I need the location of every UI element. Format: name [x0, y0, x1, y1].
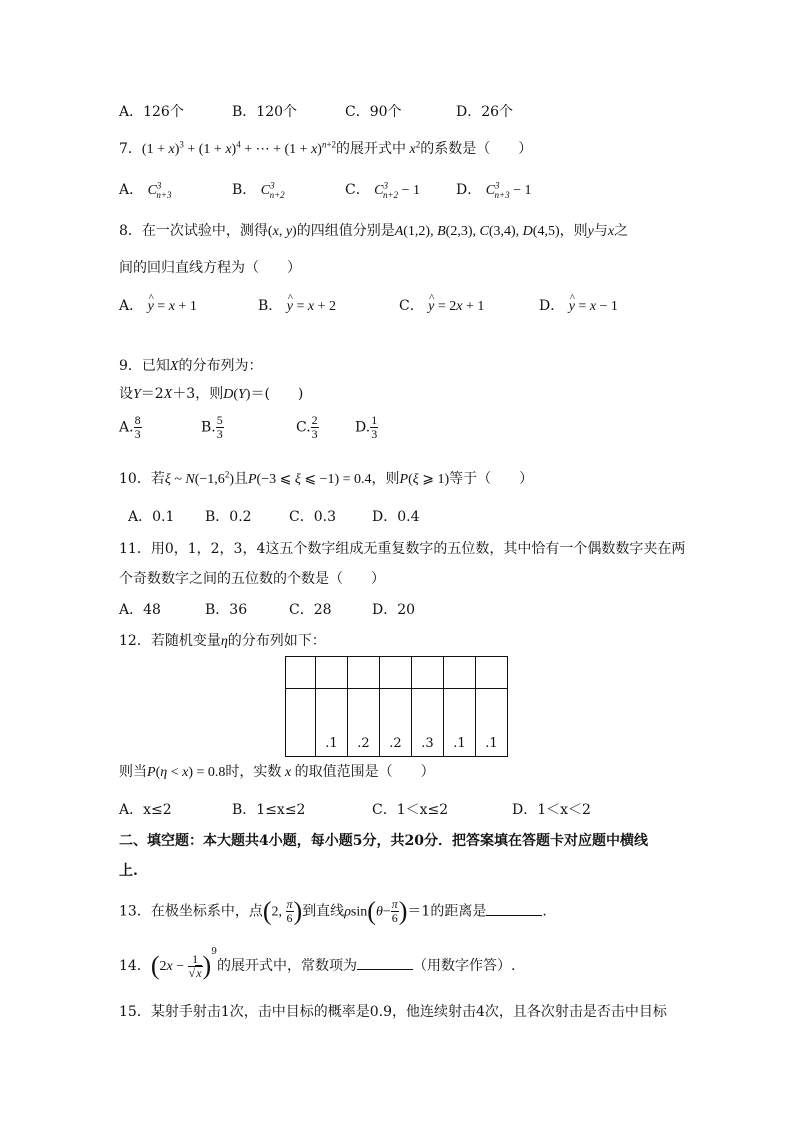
q8-option-c: C． ^ y = 2x + 1	[399, 297, 484, 316]
q12-condition: 则当P(η < x) = 0.8时，实数 x 的取值范围是（ ）	[119, 764, 435, 780]
q6-option-a: A．126个	[119, 104, 184, 120]
q7-option-a: A． $C^3_{n+3}$	[119, 180, 172, 200]
table-cell	[286, 689, 316, 757]
q6-option-d: D．26个	[456, 104, 514, 120]
table-cell: .1	[316, 689, 348, 757]
q11-option-b: B．36	[205, 602, 248, 618]
q7-number: 7．	[119, 141, 142, 157]
q11-stem-line1: 11．用0，1，2，3，4这五个数字组成无重复数字的五位数，其中恰有一个偶数数字夹在两	[119, 541, 686, 557]
q9-stem-line2: 设Y＝2X＋3，则D(Y)＝( )	[119, 386, 304, 402]
answer-blank	[486, 901, 542, 916]
q11-option-c: C．28	[289, 602, 332, 618]
q10-stem: 10．若ξ ~ $N(-1,6^2)$且P(−3 ⩽ ξ ⩽ −1) = 0.4，则P(ξ ⩾ 1)等于（ ）	[119, 469, 534, 487]
section-2-heading: 二、填空题：本大题共4小题，每小题5分，共20分．把答案填在答题卡对应题中横线	[119, 833, 648, 849]
q7-option-d: D． $C^3_{n+3} - 1$	[456, 180, 532, 200]
q6-option-c: C．90个	[345, 104, 402, 120]
q10-option-d: D．0.4	[372, 509, 420, 525]
q10-option-a: A．0.1	[128, 509, 175, 525]
q8-option-d: D． ^ y = x − 1	[539, 297, 618, 316]
section-2-heading-cont: 上.	[119, 863, 138, 879]
table-row	[286, 689, 508, 757]
q7-option-c: C． $C^3_{n+2} - 1$	[345, 180, 420, 200]
q12-option-a: A．x≤2	[119, 802, 172, 818]
q11-stem-line2: 个奇数数字之间的五位数的个数是（ ）	[119, 571, 385, 587]
q7-formula: $(1 + x)^3 + (1 + x)^4$ + ⋯ + $(1 + x)^{n+2}$	[141, 139, 337, 157]
q10-option-b: B．0.2	[205, 509, 252, 525]
q11-option-a: A．48	[119, 602, 161, 618]
q15-stem: 15．某射手射击1次，击中目标的概率是0.9，他连续射击4次，且各次射击是否击中目标	[119, 1004, 667, 1020]
answer-blank	[357, 955, 413, 970]
q6-option-b: B．120个	[232, 104, 298, 120]
distribution-table	[285, 656, 508, 757]
q9-option-d: D. $\frac{1}{3}$	[355, 413, 378, 441]
table-cell: .2	[380, 689, 412, 757]
q8-stem-line1: 8．在一次试验中，测得(x, y)的四组值分别是A(1,2), B(2,3), C(3,4), D(4,5)，则y与x之	[119, 223, 629, 239]
q9-option-a: A. $\frac{8}{3}$	[119, 413, 141, 441]
table-cell: .2	[348, 689, 380, 757]
q11-option-d: D．20	[372, 602, 416, 618]
table-row	[286, 657, 508, 689]
q13-stem: 13．在极坐标系中，点(2, $\frac{\pi}{6}$ )到直线ρsin(θ− $\frac{\pi}{6}$ )＝1的距离是 .	[119, 896, 547, 926]
q12-stem: 12．若随机变量η的分布列如下：	[119, 633, 326, 649]
q8-option-a: A． ^ y = x + 1	[119, 297, 197, 316]
q9-option-b: B. $\frac{5}{3}$	[201, 413, 223, 441]
table-cell: .1	[444, 689, 476, 757]
q12-option-d: D．1＜x＜2	[512, 802, 591, 818]
q14-stem: 14．(2x − $\frac{1}{√x}$ )$^9$的展开式中，常数项为 （用数字作答）.	[119, 947, 516, 980]
q9-stem-line1: 9．已知X的分布列为：	[119, 358, 263, 374]
q7-stem: 7．$(1 + x)^3 + (1 + x)^4$ + ⋯ + $(1 + x)^{n+2}$的展开式中 $x^2$的系数是（ ）	[119, 139, 533, 157]
table-cell: .1	[476, 689, 508, 757]
q10-option-c: C．0.3	[289, 509, 336, 525]
q12-option-b: B．1≤x≤2	[232, 802, 306, 818]
q8-option-b: B． ^ y = x + 2	[258, 297, 336, 316]
q12-option-c: C．1＜x≤2	[372, 802, 449, 818]
q7-option-b: B． $C^3_{n+2}$	[232, 180, 285, 200]
q9-option-c: C. $\frac{2}{3}$	[296, 413, 318, 441]
q8-stem-line2: 间的回归直线方程为（ ）	[119, 260, 301, 276]
table-cell: .3	[412, 689, 444, 757]
